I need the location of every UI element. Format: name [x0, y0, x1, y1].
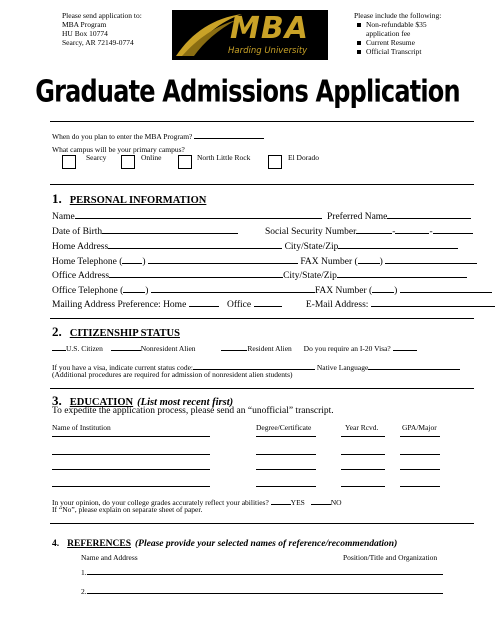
include-label: Please include the following:	[354, 11, 442, 20]
institution-field[interactable]	[52, 469, 210, 470]
campus-north-little-rock-checkbox[interactable]	[178, 155, 192, 169]
mailing-preference-row: Mailing Address Preference: Home Office E-Mail Address:	[52, 298, 495, 311]
campus-question: What campus will be your primary campus?	[52, 145, 185, 154]
column-header: GPA/Major	[402, 423, 437, 432]
fax-field[interactable]	[385, 255, 477, 264]
address-line: HU Box 10774	[62, 29, 108, 38]
home-telephone-row: Home Telephone ( ) FAX Number ( )	[52, 255, 477, 268]
institution-field[interactable]	[52, 436, 210, 437]
ssn-part2-field[interactable]	[395, 225, 429, 234]
campus-online-checkbox[interactable]	[121, 155, 135, 169]
dob-field[interactable]	[102, 225, 238, 234]
reference-position-header: Position/Title and Organization	[343, 553, 438, 562]
office-fax-field[interactable]	[400, 284, 492, 293]
explain-note: If “No”, please explain on separate sheet of paper.	[52, 505, 203, 514]
nonresident-field[interactable]	[111, 342, 141, 351]
required-items-block	[354, 11, 466, 56]
address-line: MBA Program	[62, 20, 107, 29]
reference-2-field[interactable]	[87, 585, 443, 594]
visa-status-row: If you have a visa, indicate current status code: Native Language	[52, 361, 460, 372]
office-area-code-field[interactable]	[123, 284, 145, 293]
citizenship-options-row: U.S. Citizen Nonresident Alien Resident Alien Do you require an I-20 Visa?	[52, 342, 417, 353]
degree-field[interactable]	[256, 469, 316, 470]
office-address-row: Office Address City/State/Zip	[52, 269, 467, 282]
office-telephone-field[interactable]	[151, 284, 315, 293]
column-header: Name of Institution	[52, 423, 111, 432]
column-header: Degree/Certificate	[256, 423, 312, 432]
campus-label: Online	[141, 153, 162, 162]
divider	[50, 121, 474, 122]
section-education-heading: 3. EDUCATION (List most recent first)	[52, 393, 234, 408]
home-address-row: Home Address City/State/Zip	[52, 240, 458, 253]
column-header: Year Rcvd.	[345, 423, 379, 432]
email-field[interactable]	[371, 298, 495, 307]
expedite-note: To expedite the application process, please send an “unofficial” transcript.	[52, 406, 334, 416]
address-line: Searcy, AR 72149-0774	[62, 38, 134, 47]
office-city-field[interactable]	[337, 269, 467, 278]
yes-field[interactable]	[271, 496, 291, 505]
no-field[interactable]	[311, 496, 331, 505]
fax-area-code-field[interactable]	[358, 255, 380, 264]
home-address-field[interactable]	[108, 240, 282, 249]
citizenship-note: (Additional procedures are required for admission of nonresident alien students)	[52, 370, 293, 379]
gpa-field[interactable]	[400, 469, 440, 470]
year-field[interactable]	[341, 454, 385, 455]
logo-text: MBA	[230, 11, 309, 46]
institution-field[interactable]	[52, 486, 210, 487]
office-address-field[interactable]	[109, 269, 283, 278]
mailing-home-field[interactable]	[189, 298, 219, 307]
enter-question-row	[52, 130, 264, 141]
ssn-row: Social Security Number - -	[265, 225, 473, 238]
section-references-heading: 4. REFERENCES (Please provide your selected names of reference/recommendation)	[52, 539, 398, 549]
enter-date-field[interactable]	[194, 130, 264, 139]
reference-row: 1.	[81, 566, 443, 577]
degree-field[interactable]	[256, 454, 316, 455]
ssn-part3-field[interactable]	[433, 225, 473, 234]
divider	[50, 184, 474, 185]
grades-question-row: In your opinion, do your college grades accurately reflect your abilities? YES NO	[52, 498, 342, 507]
mailing-address-block	[62, 11, 142, 47]
include-item: Non-refundable $35 application fee	[354, 20, 466, 38]
reference-1-field[interactable]	[87, 566, 443, 575]
resident-field[interactable]	[221, 342, 247, 351]
divider	[50, 318, 474, 319]
year-field[interactable]	[341, 436, 385, 437]
year-field[interactable]	[341, 469, 385, 470]
home-area-code-field[interactable]	[122, 255, 142, 264]
mba-logo	[172, 10, 328, 60]
campus-searcy-checkbox[interactable]	[62, 155, 76, 169]
divider	[50, 523, 474, 524]
office-fax-area-code-field[interactable]	[372, 284, 394, 293]
visa-status-field[interactable]	[193, 361, 315, 370]
campus-label: El Dorado	[288, 153, 320, 162]
degree-field[interactable]	[256, 436, 316, 437]
page-title: Graduate Admissions Application	[35, 74, 460, 109]
year-field[interactable]	[341, 486, 385, 487]
native-language-field[interactable]	[368, 361, 460, 370]
include-item: Official Transcript	[354, 47, 466, 56]
enter-question: When do you plan to enter the MBA Program?	[52, 132, 193, 141]
section-personal-heading: 1. PERSONAL INFORMATION	[52, 191, 207, 206]
name-row: Name	[52, 210, 322, 223]
ssn-part1-field[interactable]	[356, 225, 392, 234]
include-item: Current Resume	[354, 38, 466, 47]
gpa-field[interactable]	[400, 486, 440, 487]
campus-label: Searcy	[86, 153, 107, 162]
address-line: Please send application to:	[62, 11, 142, 20]
name-field[interactable]	[75, 210, 322, 219]
gpa-field[interactable]	[400, 436, 440, 437]
section-citizenship-heading: 2. CITIZENSHIP STATUS	[52, 324, 180, 339]
institution-field[interactable]	[52, 454, 210, 455]
office-telephone-row: Office Telephone ( ) FAX Number ( )	[52, 284, 492, 297]
preferred-name-field[interactable]	[387, 210, 471, 219]
i20-field[interactable]	[393, 342, 417, 351]
campus-label: North Little Rock	[197, 153, 251, 162]
home-city-field[interactable]	[338, 240, 458, 249]
divider	[50, 388, 474, 389]
home-telephone-field[interactable]	[148, 255, 298, 264]
reference-row: 2.	[81, 585, 443, 596]
gpa-field[interactable]	[400, 454, 440, 455]
reference-name-header: Name and Address	[81, 553, 138, 562]
us-citizen-field[interactable]	[52, 342, 66, 351]
degree-field[interactable]	[256, 486, 316, 487]
preferred-name-row: Preferred Name	[327, 210, 471, 223]
campus-el-dorado-checkbox[interactable]	[268, 155, 282, 169]
logo-subtext: Harding University	[228, 46, 308, 56]
dob-row: Date of Birth	[52, 225, 238, 238]
mailing-office-field[interactable]	[254, 298, 282, 307]
